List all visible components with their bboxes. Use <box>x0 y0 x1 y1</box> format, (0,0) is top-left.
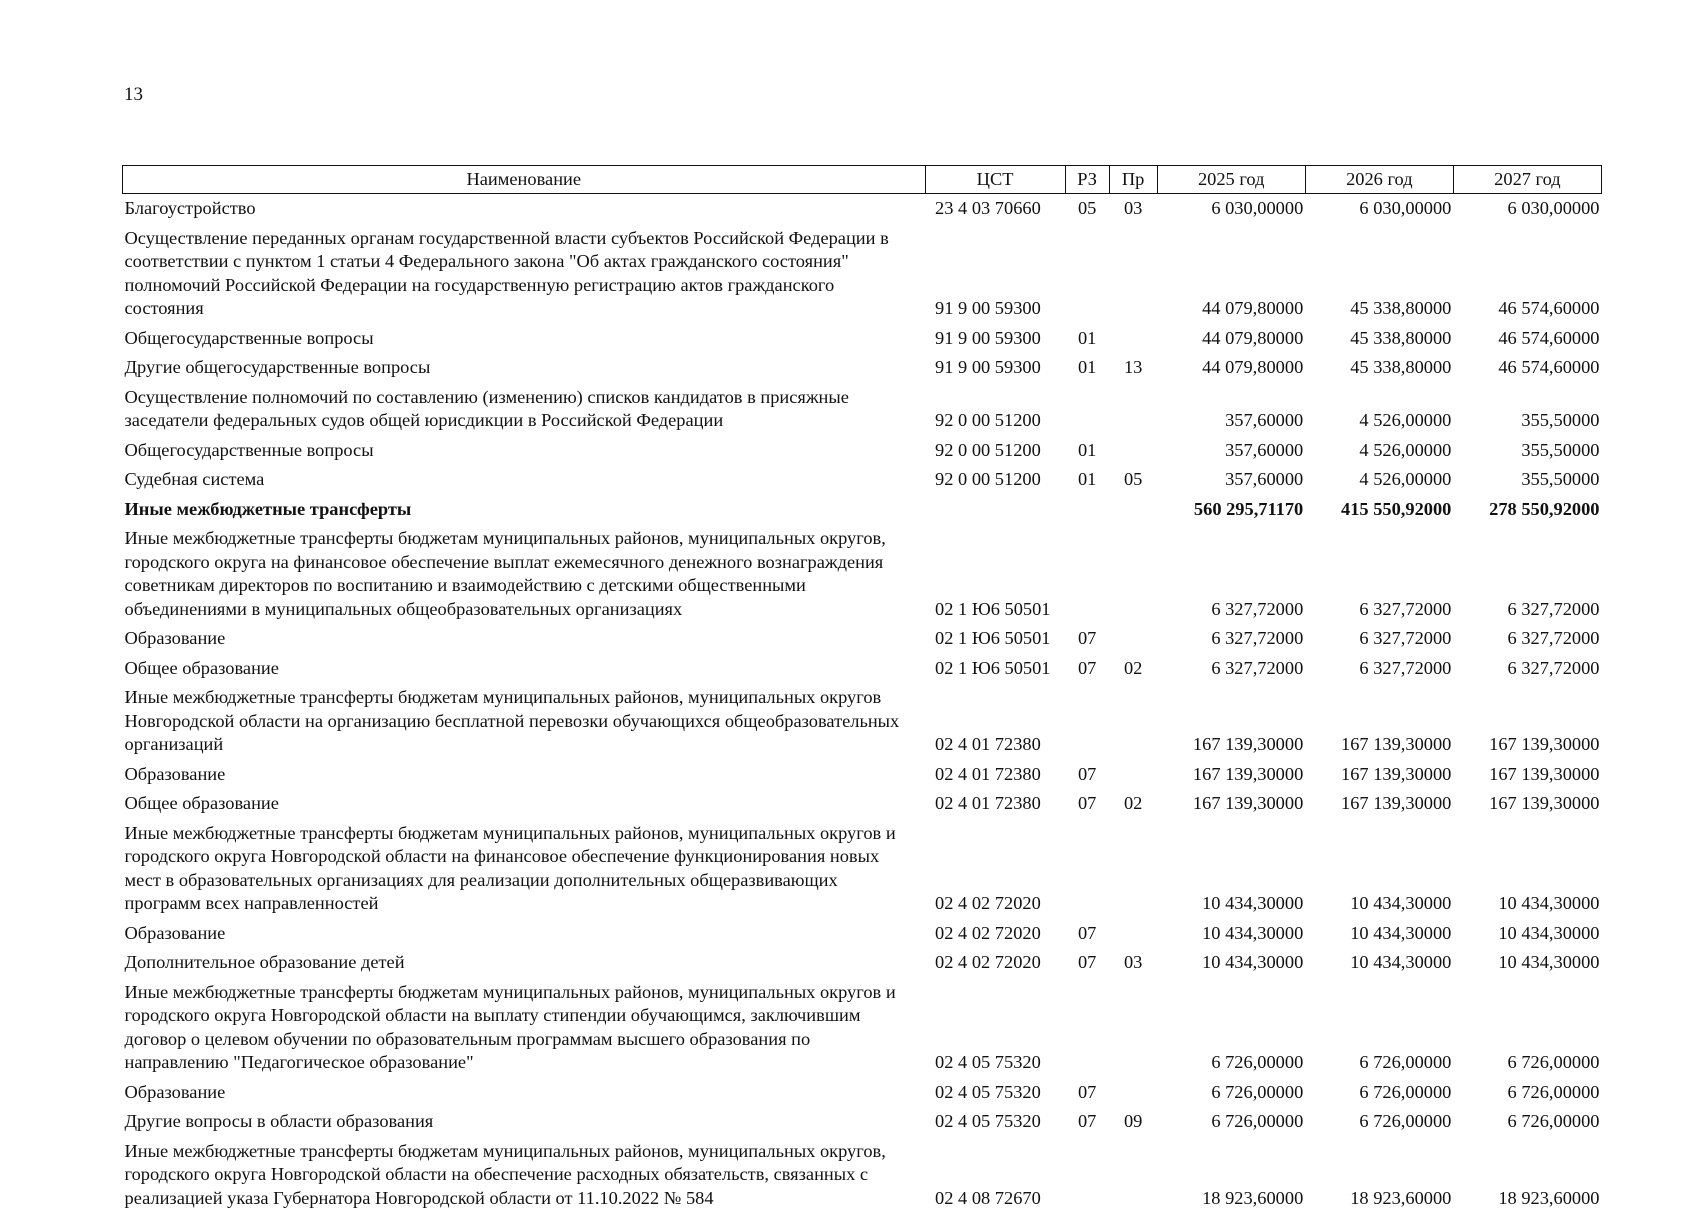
row-rz: 01 <box>1065 353 1109 383</box>
row-cst: 02 4 02 72020 <box>925 819 1065 919</box>
row-pr: 03 <box>1109 194 1157 224</box>
row-value-2027: 46 574,60000 <box>1453 353 1601 383</box>
row-value-2026: 167 139,30000 <box>1305 760 1453 790</box>
row-name: Осуществление переданных органам государственной власти субъектов Российской Федерации в соответствии с пунктом 1 статьи 4 Федерального закона "Об актах гражданского состояния" полномочий Российской Федерации на государственную регистрацию актов гражданского состояния <box>123 224 926 324</box>
row-cst: 91 9 00 59300 <box>925 324 1065 354</box>
row-pr <box>1109 978 1157 1078</box>
row-name: Благоустройство <box>123 194 926 224</box>
table-body <box>123 194 1602 1213</box>
row-pr: 02 <box>1109 654 1157 684</box>
row-value-2027: 6 726,00000 <box>1453 1107 1601 1137</box>
table-row <box>123 324 1602 354</box>
row-value-2025: 6 030,00000 <box>1157 194 1305 224</box>
row-value-2026: 4 526,00000 <box>1305 383 1453 436</box>
row-cst: 02 4 05 75320 <box>925 1107 1065 1137</box>
page-number: 13 <box>124 84 143 106</box>
table-row <box>123 524 1602 624</box>
row-rz: 07 <box>1065 654 1109 684</box>
row-pr <box>1109 1078 1157 1108</box>
row-cst: 02 4 01 72380 <box>925 760 1065 790</box>
row-value-2025: 6 726,00000 <box>1157 1107 1305 1137</box>
row-value-2026: 45 338,80000 <box>1305 324 1453 354</box>
row-name: Иные межбюджетные трансферты бюджетам муниципальных районов, муниципальных округов, городского округа Новгородской области на обеспечение расходных обязательств, связанных с реализацией указа Губернатора Новгородской области от 11.10.2022 № 584 <box>123 1137 926 1213</box>
row-value-2026: 4 526,00000 <box>1305 436 1453 466</box>
header-rz: РЗ <box>1065 166 1109 194</box>
row-cst: 92 0 00 51200 <box>925 436 1065 466</box>
row-value-2025: 10 434,30000 <box>1157 948 1305 978</box>
row-value-2025: 167 139,30000 <box>1157 760 1305 790</box>
budget-table <box>122 165 1602 1213</box>
row-rz <box>1065 978 1109 1078</box>
table-row <box>123 1137 1602 1213</box>
row-value-2027: 6 327,72000 <box>1453 654 1601 684</box>
row-value-2026: 6 030,00000 <box>1305 194 1453 224</box>
table-row <box>123 919 1602 949</box>
row-pr <box>1109 760 1157 790</box>
row-value-2026: 6 726,00000 <box>1305 1078 1453 1108</box>
row-value-2027: 18 923,60000 <box>1453 1137 1601 1213</box>
row-value-2025: 167 139,30000 <box>1157 683 1305 760</box>
row-pr <box>1109 224 1157 324</box>
row-value-2027: 6 726,00000 <box>1453 978 1601 1078</box>
table-row <box>123 194 1602 224</box>
row-rz <box>1065 224 1109 324</box>
table-row <box>123 978 1602 1078</box>
row-name: Судебная система <box>123 465 926 495</box>
row-name: Образование <box>123 760 926 790</box>
row-pr: 03 <box>1109 948 1157 978</box>
row-name: Общегосударственные вопросы <box>123 324 926 354</box>
row-value-2027: 6 030,00000 <box>1453 194 1601 224</box>
row-value-2026: 10 434,30000 <box>1305 919 1453 949</box>
row-value-2026: 10 434,30000 <box>1305 948 1453 978</box>
row-name: Осуществление полномочий по составлению (изменению) списков кандидатов в присяжные заседатели федеральных судов общей юрисдикции в Российской Федерации <box>123 383 926 436</box>
row-cst: 02 4 01 72380 <box>925 683 1065 760</box>
row-cst: 92 0 00 51200 <box>925 383 1065 436</box>
row-value-2026: 167 139,30000 <box>1305 683 1453 760</box>
row-pr <box>1109 1137 1157 1213</box>
row-cst: 02 4 02 72020 <box>925 919 1065 949</box>
row-value-2027: 46 574,60000 <box>1453 224 1601 324</box>
row-cst: 02 4 08 72670 <box>925 1137 1065 1213</box>
row-pr <box>1109 819 1157 919</box>
row-rz: 07 <box>1065 624 1109 654</box>
header-name: Наименование <box>123 166 926 194</box>
row-pr: 05 <box>1109 465 1157 495</box>
row-value-2025: 6 327,72000 <box>1157 524 1305 624</box>
row-name: Образование <box>123 624 926 654</box>
row-value-2025: 6 327,72000 <box>1157 654 1305 684</box>
row-rz: 01 <box>1065 436 1109 466</box>
row-value-2027: 167 139,30000 <box>1453 683 1601 760</box>
row-value-2025: 357,60000 <box>1157 383 1305 436</box>
row-pr <box>1109 683 1157 760</box>
row-cst <box>925 495 1065 525</box>
row-pr <box>1109 919 1157 949</box>
row-value-2025: 357,60000 <box>1157 436 1305 466</box>
row-rz: 07 <box>1065 789 1109 819</box>
row-value-2025: 6 726,00000 <box>1157 978 1305 1078</box>
row-value-2026: 45 338,80000 <box>1305 224 1453 324</box>
row-value-2027: 6 327,72000 <box>1453 524 1601 624</box>
row-name: Иные межбюджетные трансферты бюджетам муниципальных районов, муниципальных округов Новгородской области на организацию бесплатной перевозки обучающихся общеобразовательных организаций <box>123 683 926 760</box>
table-row <box>123 465 1602 495</box>
table-row <box>123 654 1602 684</box>
row-value-2027: 355,50000 <box>1453 383 1601 436</box>
row-rz <box>1065 1137 1109 1213</box>
row-value-2026: 6 327,72000 <box>1305 624 1453 654</box>
row-value-2025: 6 726,00000 <box>1157 1078 1305 1108</box>
table-row <box>123 948 1602 978</box>
row-rz <box>1065 495 1109 525</box>
row-value-2026: 415 550,92000 <box>1305 495 1453 525</box>
table-row <box>123 683 1602 760</box>
row-value-2026: 18 923,60000 <box>1305 1137 1453 1213</box>
row-value-2027: 6 726,00000 <box>1453 1078 1601 1108</box>
row-name: Иные межбюджетные трансферты бюджетам муниципальных районов, муниципальных округов, городского округа на финансовое обеспечение выплат ежемесячного денежного вознаграждения советникам директоров по воспитанию и взаимодействию с детскими общественными объединениями в муниципальных общеобразовательных организациях <box>123 524 926 624</box>
row-rz: 07 <box>1065 919 1109 949</box>
row-value-2025: 44 079,80000 <box>1157 324 1305 354</box>
row-rz: 05 <box>1065 194 1109 224</box>
row-value-2027: 167 139,30000 <box>1453 789 1601 819</box>
row-value-2026: 6 726,00000 <box>1305 1107 1453 1137</box>
row-cst: 02 1 Ю6 50501 <box>925 654 1065 684</box>
header-2026: 2026 год <box>1305 166 1453 194</box>
row-pr: 13 <box>1109 353 1157 383</box>
table-row <box>123 789 1602 819</box>
row-rz: 07 <box>1065 1107 1109 1137</box>
row-cst: 02 4 01 72380 <box>925 789 1065 819</box>
table-row-section <box>123 495 1602 525</box>
table-row <box>123 224 1602 324</box>
row-value-2026: 6 726,00000 <box>1305 978 1453 1078</box>
row-cst: 23 4 03 70660 <box>925 194 1065 224</box>
row-value-2026: 6 327,72000 <box>1305 524 1453 624</box>
row-value-2027: 46 574,60000 <box>1453 324 1601 354</box>
row-cst: 02 1 Ю6 50501 <box>925 624 1065 654</box>
row-value-2025: 10 434,30000 <box>1157 919 1305 949</box>
table-row <box>123 383 1602 436</box>
row-value-2027: 167 139,30000 <box>1453 760 1601 790</box>
row-value-2027: 10 434,30000 <box>1453 819 1601 919</box>
row-value-2025: 44 079,80000 <box>1157 224 1305 324</box>
row-rz <box>1065 819 1109 919</box>
row-name: Иные межбюджетные трансферты <box>123 495 926 525</box>
row-value-2025: 10 434,30000 <box>1157 819 1305 919</box>
row-value-2027: 278 550,92000 <box>1453 495 1601 525</box>
row-value-2027: 355,50000 <box>1453 465 1601 495</box>
row-value-2025: 44 079,80000 <box>1157 353 1305 383</box>
header-2027: 2027 год <box>1453 166 1601 194</box>
row-name: Иные межбюджетные трансферты бюджетам муниципальных районов, муниципальных округов и городского округа Новгородской области на финансовое обеспечение функционирования новых мест в образовательных организациях для реализации дополнительных общеразвивающих программ всех направленностей <box>123 819 926 919</box>
row-value-2025: 6 327,72000 <box>1157 624 1305 654</box>
row-rz: 07 <box>1065 760 1109 790</box>
table-row <box>123 624 1602 654</box>
row-pr <box>1109 383 1157 436</box>
row-value-2027: 6 327,72000 <box>1453 624 1601 654</box>
row-cst: 02 4 05 75320 <box>925 1078 1065 1108</box>
row-pr: 09 <box>1109 1107 1157 1137</box>
row-name: Образование <box>123 1078 926 1108</box>
table-row <box>123 819 1602 919</box>
table-header <box>123 166 1602 194</box>
row-value-2026: 10 434,30000 <box>1305 819 1453 919</box>
row-cst: 92 0 00 51200 <box>925 465 1065 495</box>
row-cst: 91 9 00 59300 <box>925 353 1065 383</box>
row-value-2025: 357,60000 <box>1157 465 1305 495</box>
row-value-2027: 10 434,30000 <box>1453 948 1601 978</box>
row-value-2026: 4 526,00000 <box>1305 465 1453 495</box>
row-rz <box>1065 683 1109 760</box>
row-pr <box>1109 436 1157 466</box>
row-name: Общее образование <box>123 789 926 819</box>
row-pr <box>1109 495 1157 525</box>
row-cst: 02 1 Ю6 50501 <box>925 524 1065 624</box>
row-cst: 02 4 05 75320 <box>925 978 1065 1078</box>
header-cst: ЦСТ <box>925 166 1065 194</box>
table-row <box>123 1107 1602 1137</box>
row-pr: 02 <box>1109 789 1157 819</box>
row-name: Общегосударственные вопросы <box>123 436 926 466</box>
table-row <box>123 760 1602 790</box>
table-row <box>123 353 1602 383</box>
row-value-2027: 10 434,30000 <box>1453 919 1601 949</box>
row-value-2025: 167 139,30000 <box>1157 789 1305 819</box>
row-rz <box>1065 524 1109 624</box>
row-rz: 01 <box>1065 324 1109 354</box>
row-rz: 01 <box>1065 465 1109 495</box>
header-2025: 2025 год <box>1157 166 1305 194</box>
row-value-2025: 560 295,71170 <box>1157 495 1305 525</box>
row-value-2026: 45 338,80000 <box>1305 353 1453 383</box>
row-pr <box>1109 624 1157 654</box>
row-value-2027: 355,50000 <box>1453 436 1601 466</box>
row-rz: 07 <box>1065 1078 1109 1108</box>
row-name: Образование <box>123 919 926 949</box>
row-cst: 91 9 00 59300 <box>925 224 1065 324</box>
row-pr <box>1109 524 1157 624</box>
row-value-2026: 6 327,72000 <box>1305 654 1453 684</box>
row-rz: 07 <box>1065 948 1109 978</box>
row-name: Другие вопросы в области образования <box>123 1107 926 1137</box>
row-cst: 02 4 02 72020 <box>925 948 1065 978</box>
row-pr <box>1109 324 1157 354</box>
row-rz <box>1065 383 1109 436</box>
row-name: Общее образование <box>123 654 926 684</box>
row-name: Дополнительное образование детей <box>123 948 926 978</box>
header-pr: Пр <box>1109 166 1157 194</box>
table-row <box>123 436 1602 466</box>
row-name: Иные межбюджетные трансферты бюджетам муниципальных районов, муниципальных округов и городского округа Новгородской области на выплату стипендии обучающимся, заключившим договор о целевом обучении по образовательным программам высшего образования по направлению "Педагогическое образование" <box>123 978 926 1078</box>
row-value-2026: 167 139,30000 <box>1305 789 1453 819</box>
row-value-2025: 18 923,60000 <box>1157 1137 1305 1213</box>
row-name: Другие общегосударственные вопросы <box>123 353 926 383</box>
table-row <box>123 1078 1602 1108</box>
